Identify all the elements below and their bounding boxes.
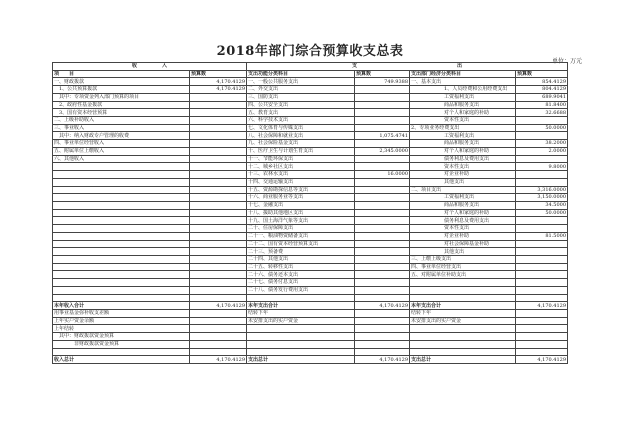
amount-cell — [190, 132, 247, 140]
item-cell: 七、文化体育与传媒支出 — [247, 124, 355, 132]
amount-cell — [516, 333, 568, 341]
item-cell: 二十四、其他支出 — [247, 255, 355, 263]
amount-cell — [355, 348, 410, 356]
item-cell — [247, 333, 355, 341]
amount-cell — [355, 194, 410, 202]
item-cell — [53, 286, 190, 294]
item-cell: 五、附属单位上缴收入 — [53, 147, 190, 155]
amount-cell — [355, 217, 410, 225]
col-header-income-item: 项 目 — [53, 70, 190, 78]
amount-cell — [355, 101, 410, 109]
col-header-function-item: 支出功能分类科目 — [247, 70, 355, 78]
amount-cell — [355, 255, 410, 263]
table-row — [53, 263, 568, 271]
table-row — [53, 248, 568, 256]
table-row — [53, 147, 568, 155]
item-cell: 商品和服务支出 — [410, 101, 516, 109]
item-cell: 二十六、债务还本支出 — [247, 271, 355, 279]
col-header-income-amount: 预算数 — [190, 70, 247, 78]
item-cell: 三、上缴上级支出 — [410, 255, 516, 263]
amount-cell — [516, 171, 568, 179]
amount-cell — [190, 225, 247, 233]
amount-cell — [516, 263, 568, 271]
amount-cell — [516, 271, 568, 279]
amount-cell — [190, 294, 247, 302]
amount-cell — [355, 263, 410, 271]
amount-cell — [190, 317, 247, 325]
table-row — [53, 325, 568, 333]
item-cell — [247, 325, 355, 333]
table-row — [53, 271, 568, 279]
amount-cell — [355, 333, 410, 341]
amount-cell — [190, 348, 247, 356]
amount-cell: 38.2000 — [516, 140, 568, 148]
amount-cell — [190, 271, 247, 279]
item-cell — [53, 279, 190, 287]
amount-cell: 4,170.4129 — [190, 302, 247, 310]
item-cell: 二十一、粮油物资储备支出 — [247, 232, 355, 240]
item-cell: 十二、城乡社区支出 — [247, 163, 355, 171]
expense-group-header: 支 出 — [247, 63, 568, 71]
amount-cell — [190, 147, 247, 155]
item-cell: 对个人和家庭的补助 — [410, 209, 516, 217]
amount-cell: 50.0000 — [516, 124, 568, 132]
item-cell: 资本性支出 — [410, 117, 516, 125]
amount-cell: 3,316.0000 — [516, 186, 568, 194]
budget-summary-table — [52, 62, 568, 364]
amount-cell: 4,170.4129 — [355, 356, 410, 364]
amount-cell: 2,345.0000 — [355, 147, 410, 155]
amount-cell — [190, 263, 247, 271]
item-cell: 二十三、预备费 — [247, 248, 355, 256]
amount-cell — [516, 255, 568, 263]
amount-cell — [190, 310, 247, 318]
item-cell: 工资福利支出 — [410, 93, 516, 101]
table-row — [53, 356, 568, 364]
item-cell: 支出总计 — [410, 356, 516, 364]
item-cell: 一、基本支出 — [410, 78, 516, 86]
amount-cell — [355, 186, 410, 194]
table-row — [53, 302, 568, 310]
amount-cell — [516, 178, 568, 186]
table-row — [53, 132, 568, 140]
amount-cell: 4,170.4129 — [355, 302, 410, 310]
amount-cell — [355, 178, 410, 186]
item-cell: 结转下年 — [247, 310, 355, 318]
item-cell: 四、事业单位经营收入 — [53, 140, 190, 148]
amount-cell — [516, 155, 568, 163]
item-cell: 非财政拨款资金预算 — [53, 340, 190, 348]
item-cell: 十七、金融支出 — [247, 201, 355, 209]
item-cell: 四、公共安全支出 — [247, 101, 355, 109]
table-row — [53, 333, 568, 341]
item-cell: 3、国有资本经营预算 — [53, 109, 190, 117]
amount-cell — [355, 155, 410, 163]
item-cell: 四、事业单位经营支出 — [410, 263, 516, 271]
item-cell: 九、社会保险基金支出 — [247, 140, 355, 148]
item-cell: 用事业基金弥补收支差额 — [53, 310, 190, 318]
amount-cell — [355, 286, 410, 294]
amount-cell — [355, 209, 410, 217]
item-cell: 十四、交通运输支出 — [247, 178, 355, 186]
col-header-economic-item: 支出部门经济分类科目 — [410, 70, 516, 78]
table-row — [53, 140, 568, 148]
amount-cell — [355, 325, 410, 333]
item-cell — [53, 263, 190, 271]
item-cell: 2、政府性基金拨款 — [53, 101, 190, 109]
amount-cell: 81.8400 — [516, 101, 568, 109]
amount-cell — [190, 333, 247, 341]
amount-cell — [190, 186, 247, 194]
amount-cell — [190, 279, 247, 287]
item-cell — [53, 178, 190, 186]
amount-cell: 1,075.4741 — [355, 132, 410, 140]
table-row — [53, 124, 568, 132]
amount-cell — [516, 310, 568, 318]
amount-cell — [355, 271, 410, 279]
item-cell: 十九、国土海洋气象等支出 — [247, 217, 355, 225]
item-cell: 本年支出合计 — [410, 302, 516, 310]
item-cell: 结转下年 — [410, 310, 516, 318]
table-row — [53, 93, 568, 101]
item-cell: 支出总计 — [247, 356, 355, 364]
item-cell — [410, 348, 516, 356]
amount-cell — [355, 109, 410, 117]
item-cell: 五、对附属单位补助支出 — [410, 271, 516, 279]
item-cell: 工资福利支出 — [410, 132, 516, 140]
amount-cell: 81.5000 — [516, 232, 568, 240]
amount-cell — [190, 109, 247, 117]
amount-cell — [355, 310, 410, 318]
amount-cell — [516, 225, 568, 233]
report-title: 2018年部门综合预算收支总表 — [216, 44, 404, 59]
item-cell: 1、公共预算拨款 — [53, 86, 190, 94]
item-cell — [53, 201, 190, 209]
item-cell — [53, 240, 190, 248]
item-cell: 二十二、国有资本经营预算支出 — [247, 240, 355, 248]
item-cell: 一、财政拨款 — [53, 78, 190, 86]
amount-cell: 689.9041 — [516, 93, 568, 101]
amount-cell — [190, 124, 247, 132]
amount-cell: 4,170.4129 — [190, 78, 247, 86]
amount-cell — [355, 279, 410, 287]
item-cell: 本年收入合计 — [53, 302, 190, 310]
amount-cell — [190, 209, 247, 217]
item-cell: 五、教育支出 — [247, 109, 355, 117]
amount-cell — [190, 325, 247, 333]
amount-cell — [190, 163, 247, 171]
item-cell: 债务利息及费用支出 — [410, 217, 516, 225]
item-cell: 对社会保障基金补助 — [410, 240, 516, 248]
amount-cell — [190, 255, 247, 263]
item-cell: 未安排支出的实户资金 — [410, 317, 516, 325]
amount-cell — [190, 155, 247, 163]
income-group-header: 收 入 — [53, 63, 247, 71]
table-row — [53, 255, 568, 263]
item-cell — [410, 294, 516, 302]
table-row — [53, 109, 568, 117]
table-row — [53, 101, 568, 109]
table-row — [53, 286, 568, 294]
amount-cell — [355, 86, 410, 94]
item-cell — [53, 248, 190, 256]
item-cell: 十八、援助其他地区支出 — [247, 209, 355, 217]
item-cell: 二、上级补助收入 — [53, 117, 190, 125]
table-row — [53, 194, 568, 202]
amount-cell — [190, 248, 247, 256]
item-cell — [53, 186, 190, 194]
amount-cell — [355, 140, 410, 148]
amount-cell — [516, 294, 568, 302]
amount-cell — [190, 217, 247, 225]
amount-cell — [516, 348, 568, 356]
table-row — [53, 86, 568, 94]
item-cell — [53, 225, 190, 233]
amount-cell — [516, 317, 568, 325]
item-cell: 上年结转 — [53, 325, 190, 333]
item-cell: 商品和服务支出 — [410, 140, 516, 148]
amount-cell: 804.4129 — [516, 86, 568, 94]
item-cell: 未安排支出的实户资金 — [247, 317, 355, 325]
item-cell: 资本性支出 — [410, 225, 516, 233]
amount-cell — [355, 317, 410, 325]
amount-cell — [190, 201, 247, 209]
item-cell: 十五、资源勘探信息等支出 — [247, 186, 355, 194]
table-row — [53, 186, 568, 194]
item-cell: 二十、住房保障支出 — [247, 225, 355, 233]
amount-cell — [355, 117, 410, 125]
table-row — [53, 78, 568, 86]
item-cell: 1、人员经费和公用经费支出 — [410, 86, 516, 94]
item-cell: 二十七、债务付息支出 — [247, 279, 355, 287]
item-cell — [410, 325, 516, 333]
item-cell: 三、国防支出 — [247, 93, 355, 101]
item-cell — [410, 340, 516, 348]
item-cell: 对企业补助 — [410, 232, 516, 240]
item-cell: 一、一般公共服务支出 — [247, 78, 355, 86]
table-row — [53, 155, 568, 163]
amount-cell — [190, 340, 247, 348]
item-cell: 商品和服务支出 — [410, 201, 516, 209]
item-cell — [53, 255, 190, 263]
table-row — [53, 117, 568, 125]
table-row — [53, 240, 568, 248]
amount-cell — [355, 201, 410, 209]
group-header-row — [53, 63, 568, 71]
amount-cell: 4,170.4129 — [516, 356, 568, 364]
item-cell: 十六、商业服务业等支出 — [247, 194, 355, 202]
item-cell: 六、其他收入 — [53, 155, 190, 163]
amount-cell — [355, 240, 410, 248]
item-cell — [247, 340, 355, 348]
amount-cell — [355, 225, 410, 233]
amount-cell — [190, 194, 247, 202]
table-row — [53, 163, 568, 171]
item-cell: 二十五、转移性支出 — [247, 263, 355, 271]
table-row — [53, 279, 568, 287]
amount-cell — [190, 93, 247, 101]
amount-cell: 854.4129 — [516, 78, 568, 86]
item-cell: 工资福利支出 — [410, 194, 516, 202]
amount-cell: 16.0000 — [355, 171, 410, 179]
amount-cell — [355, 93, 410, 101]
item-cell: 二十八、债务发行费用支出 — [247, 286, 355, 294]
table-row — [53, 310, 568, 318]
amount-cell — [355, 163, 410, 171]
amount-cell — [190, 286, 247, 294]
item-cell: 其他支出 — [410, 248, 516, 256]
amount-cell — [355, 232, 410, 240]
unit-label: 单位：万元 — [552, 58, 583, 65]
table-row — [53, 217, 568, 225]
item-cell: 对个人和家庭的补助 — [410, 109, 516, 117]
amount-cell: 2.0000 — [516, 147, 568, 155]
amount-cell — [190, 171, 247, 179]
item-cell: 其中：财政拨款资金预算 — [53, 333, 190, 341]
table-row — [53, 348, 568, 356]
table-row — [53, 171, 568, 179]
item-cell: 十、医疗卫生与计划生育支出 — [247, 147, 355, 155]
item-cell: 其中：专项资金列入部门预算的项目 — [53, 93, 190, 101]
amount-cell — [190, 101, 247, 109]
amount-cell — [516, 248, 568, 256]
item-cell — [410, 333, 516, 341]
amount-cell — [516, 217, 568, 225]
table-row — [53, 294, 568, 302]
item-cell — [53, 271, 190, 279]
item-cell — [53, 232, 190, 240]
item-cell — [53, 294, 190, 302]
amount-cell: 4,170.4129 — [516, 302, 568, 310]
item-cell: 六、科学技术支出 — [247, 117, 355, 125]
item-cell: 债务利息及费用支出 — [410, 155, 516, 163]
item-cell — [53, 217, 190, 225]
amount-cell — [516, 117, 568, 125]
item-cell: 对企业补助 — [410, 171, 516, 179]
item-cell: 二、项目支出 — [410, 186, 516, 194]
amount-cell — [190, 240, 247, 248]
table-row — [53, 232, 568, 240]
table-row — [53, 209, 568, 217]
amount-cell: 34.5000 — [516, 201, 568, 209]
item-cell — [53, 163, 190, 171]
amount-cell: 9.8000 — [516, 163, 568, 171]
item-cell: 八、社会保障和就业支出 — [247, 132, 355, 140]
item-cell: 上年实户资金余额 — [53, 317, 190, 325]
item-cell: 2、专项业务经费支出 — [410, 124, 516, 132]
col-header-economic-amount: 预算数 — [516, 70, 568, 78]
item-cell — [53, 194, 190, 202]
table-row — [53, 178, 568, 186]
item-cell: 三、事业收入 — [53, 124, 190, 132]
amount-cell — [190, 140, 247, 148]
item-cell: 二、外交支出 — [247, 86, 355, 94]
item-cell — [53, 209, 190, 217]
amount-cell — [355, 248, 410, 256]
item-cell — [53, 348, 190, 356]
column-header-row — [53, 70, 568, 78]
item-cell — [247, 348, 355, 356]
amount-cell — [355, 294, 410, 302]
table-row — [53, 225, 568, 233]
item-cell: 十三、农林水支出 — [247, 171, 355, 179]
item-cell — [247, 294, 355, 302]
amount-cell — [355, 340, 410, 348]
amount-cell — [516, 340, 568, 348]
amount-cell — [190, 232, 247, 240]
amount-cell — [516, 240, 568, 248]
amount-cell — [190, 117, 247, 125]
item-cell — [53, 171, 190, 179]
col-header-function-amount: 预算数 — [355, 70, 410, 78]
item-cell — [410, 286, 516, 294]
amount-cell: 749.9388 — [355, 78, 410, 86]
amount-cell — [355, 124, 410, 132]
item-cell: 其他支出 — [410, 178, 516, 186]
amount-cell — [516, 286, 568, 294]
amount-cell: 32.6688 — [516, 109, 568, 117]
item-cell: 本年支出合计 — [247, 302, 355, 310]
table-row — [53, 340, 568, 348]
table-row — [53, 201, 568, 209]
amount-cell — [516, 279, 568, 287]
item-cell: 资本性支出 — [410, 163, 516, 171]
amount-cell — [516, 325, 568, 333]
item-cell — [410, 279, 516, 287]
item-cell: 收入总计 — [53, 356, 190, 364]
amount-cell — [516, 132, 568, 140]
item-cell: 其中：纳入财政专户管理的收费 — [53, 132, 190, 140]
amount-cell: 3,150.0000 — [516, 194, 568, 202]
amount-cell: 4,170.4129 — [190, 356, 247, 364]
amount-cell — [190, 178, 247, 186]
table-row — [53, 317, 568, 325]
amount-cell: 4,170.4129 — [190, 86, 247, 94]
item-cell: 对个人和家庭的补助 — [410, 147, 516, 155]
amount-cell: 50.0000 — [516, 209, 568, 217]
item-cell: 十一、节能环保支出 — [247, 155, 355, 163]
